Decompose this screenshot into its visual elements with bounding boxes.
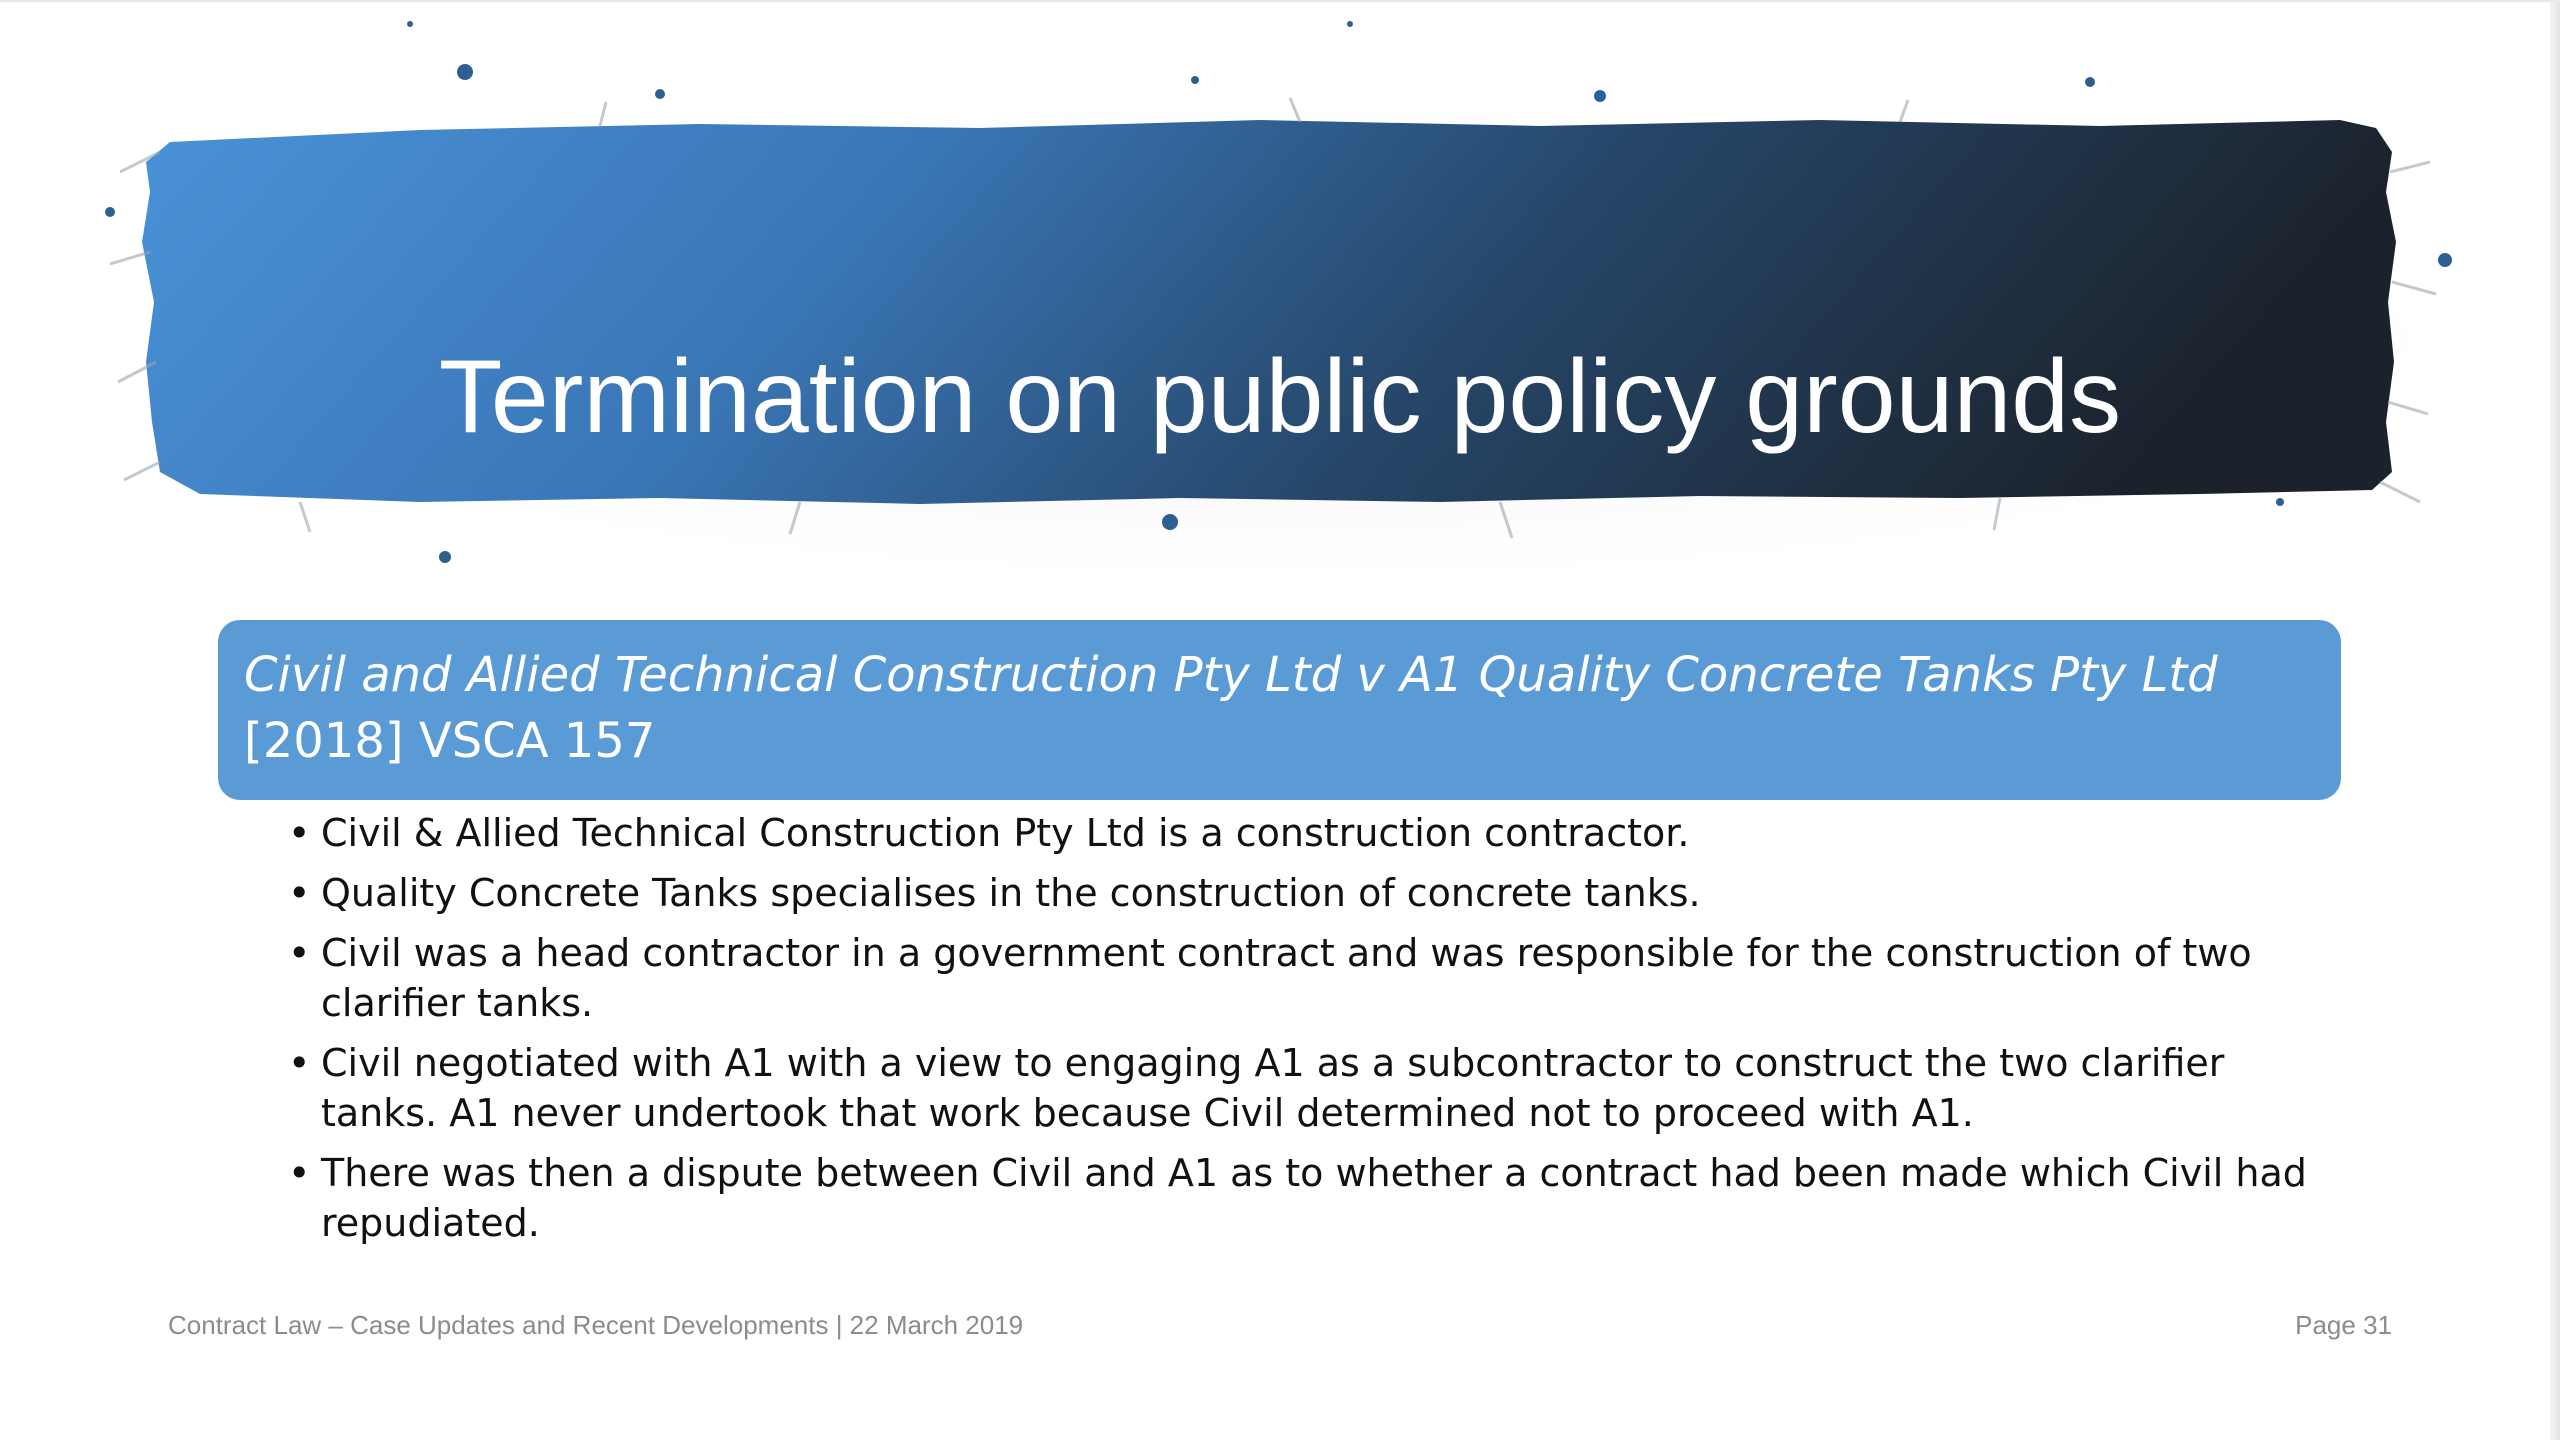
bullet-item — [288, 928, 2348, 1028]
bullet-marker: • — [288, 871, 311, 915]
bullet-marker: • — [288, 931, 311, 975]
bullet-marker: • — [288, 1151, 311, 1195]
slide-title: Termination on public policy grounds — [438, 339, 2122, 455]
bullet-list — [288, 802, 2348, 1248]
bullet-text: There was then a dispute between Civil and A1 as to whether a contract had been made which Civil had repudiated. — [321, 1151, 2307, 1245]
bullet-marker: • — [288, 811, 311, 855]
bullet-item — [288, 1038, 2348, 1138]
bullet-text: Quality Concrete Tanks specialises in the construction of concrete tanks. — [321, 871, 1701, 915]
title-banner — [0, 2, 2560, 602]
bullet-item — [288, 1148, 2348, 1248]
bullet-item — [288, 868, 2348, 918]
bullet-marker: • — [288, 1041, 311, 1085]
case-name: Civil and Allied Technical Construction Pty Ltd v A1 Quality Concrete Tanks Pty Ltd — [244, 647, 2218, 703]
case-citation: [2018] VSCA 157 — [244, 713, 656, 769]
case-heading-box — [218, 620, 2341, 800]
bullet-text: Civil negotiated with A1 with a view to engaging A1 as a subcontractor to construct the two clarifier tanks. A1 never undertook that work because Civil determined not to proceed with A1. — [321, 1041, 2225, 1135]
footer-page-number: Page 31 — [2295, 1310, 2392, 1340]
footer-presentation-title: Contract Law – Case Updates and Recent Developments | 22 March 2019 — [168, 1310, 1024, 1340]
bullet-text: Civil was a head contractor in a government contract and was responsible for the construction of two clarifier tanks. — [321, 931, 2252, 1025]
bullet-text: Civil & Allied Technical Construction Pty Ltd is a construction contractor. — [321, 811, 1690, 855]
bullet-item — [288, 808, 2348, 858]
